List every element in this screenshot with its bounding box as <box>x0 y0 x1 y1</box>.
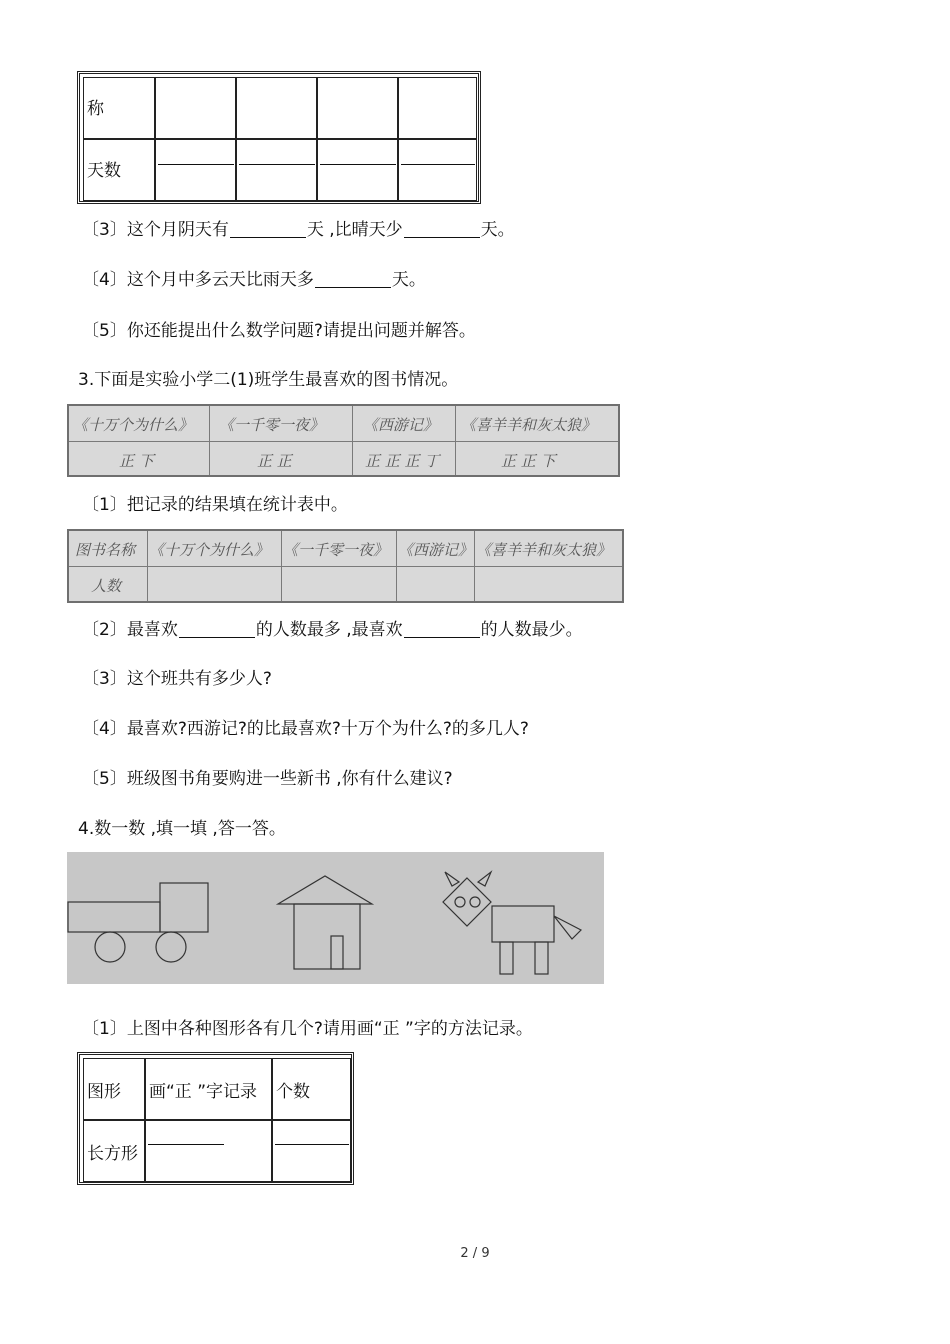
animal-eye-circle <box>470 897 480 907</box>
weather-cell[interactable] <box>317 139 398 201</box>
answer-blank[interactable] <box>404 619 480 638</box>
question-2-5: 〔5〕你还能提出什么数学问题?请提出问题并解答。 <box>82 321 476 341</box>
stat-answer-cell[interactable] <box>148 567 280 601</box>
stat-answer-cell[interactable] <box>282 567 395 601</box>
shape-table-row-label-cell <box>83 1120 145 1182</box>
animal-leg-rectangle <box>535 942 548 974</box>
house-wall-rectangle <box>294 904 360 969</box>
weather-row2-label: 天数 <box>87 161 121 181</box>
animal-ear-triangle <box>478 872 491 886</box>
tally-marks-3: 正 正 正 丁 <box>365 452 440 470</box>
truck-wheel-circle <box>95 932 125 962</box>
animal-body-rectangle <box>492 906 554 942</box>
section-3-q3: 〔3〕这个班共有多少人? <box>82 669 272 689</box>
answer-blank[interactable] <box>315 269 391 288</box>
book-stat-table <box>67 529 624 603</box>
tally-table <box>67 404 620 477</box>
section-4-heading: 4.数一数 ,填一填 ,答一答。 <box>78 819 286 839</box>
stat-book-1: 《十万个为什么》 <box>149 541 270 559</box>
shapes-figure <box>67 852 604 984</box>
weather-row1-label: 称 <box>87 99 104 119</box>
shape-tally-cell[interactable] <box>145 1120 272 1182</box>
shape-table-header-cell <box>83 1058 145 1120</box>
animal-tail-triangle <box>554 916 581 939</box>
stat-answer-cell[interactable] <box>475 567 620 601</box>
shape-row-rectangle: 长方形 <box>87 1144 138 1164</box>
weather-cell[interactable] <box>155 139 236 201</box>
shapes-drawing <box>67 852 604 984</box>
weather-table-label-cell <box>83 77 155 139</box>
section-3-q1: 〔1〕把记录的结果填在统计表中。 <box>82 495 348 515</box>
shape-count-table <box>77 1052 354 1185</box>
animal-leg-rectangle <box>500 942 513 974</box>
shape-header-shape: 图形 <box>87 1082 121 1102</box>
shape-table-header-cell <box>272 1058 351 1120</box>
answer-blank[interactable] <box>179 619 255 638</box>
page-number: 2 / 9 <box>460 1246 490 1261</box>
stat-header-label: 图书名称 <box>75 541 136 559</box>
section-4-q1: 〔1〕上图中各种图形各有几个?请用画“正 ”字的方法记录。 <box>82 1019 533 1039</box>
weather-cell[interactable] <box>398 139 477 201</box>
house-roof-triangle <box>278 876 372 904</box>
weather-cell <box>398 77 477 139</box>
tally-book-2: 《一千零一夜》 <box>219 416 325 434</box>
tally-marks-1: 正 下 <box>119 452 154 470</box>
weather-cell <box>317 77 398 139</box>
answer-blank[interactable] <box>230 219 306 238</box>
stat-book-3: 《西游记》 <box>398 541 474 559</box>
stat-book-4: 《喜羊羊和灰太狼》 <box>476 541 612 559</box>
question-2-4: 〔4〕这个月中多云天比雨天多 天。 <box>82 270 426 290</box>
tally-book-4: 《喜羊羊和灰太狼》 <box>461 416 597 434</box>
section-3-q4: 〔4〕最喜欢?西游记?的比最喜欢?十万个为什么?的多几人? <box>82 719 529 739</box>
weather-cell <box>155 77 236 139</box>
weather-cell <box>236 77 317 139</box>
tally-book-3: 《西游记》 <box>363 416 439 434</box>
weather-table <box>77 71 481 204</box>
question-2-3: 〔3〕这个月阴天有 天 ,比晴天少 天。 <box>82 220 515 240</box>
tally-book-1: 《十万个为什么》 <box>73 416 194 434</box>
truck-body-rectangle <box>68 902 160 932</box>
shape-table-header-cell <box>145 1058 272 1120</box>
shape-header-count: 个数 <box>276 1082 310 1102</box>
section-3-q2: 〔2〕最喜欢 的人数最多 ,最喜欢 的人数最少。 <box>82 620 583 640</box>
weather-cell[interactable] <box>236 139 317 201</box>
shape-header-tally: 画“正 ”字记录 <box>149 1082 258 1102</box>
animal-ear-triangle <box>445 872 459 886</box>
stat-answer-cell[interactable] <box>397 567 473 601</box>
truck-wheel-circle <box>156 932 186 962</box>
tally-marks-4: 正 正 下 <box>501 452 556 470</box>
section-3-heading: 3.下面是实验小学二(1)班学生最喜欢的图书情况。 <box>78 370 459 390</box>
weather-table-label-cell <box>83 139 155 201</box>
tally-marks-2: 正 正 <box>257 452 292 470</box>
section-3-q5: 〔5〕班级图书角要购进一些新书 ,你有什么建议? <box>82 769 453 789</box>
answer-blank[interactable] <box>404 219 480 238</box>
house-door-rectangle <box>331 936 343 969</box>
shape-count-cell[interactable] <box>272 1120 351 1182</box>
truck-cab-rectangle <box>160 883 208 932</box>
animal-eye-circle <box>455 897 465 907</box>
stat-row-label: 人数 <box>91 577 122 595</box>
stat-book-2: 《一千零一夜》 <box>283 541 389 559</box>
